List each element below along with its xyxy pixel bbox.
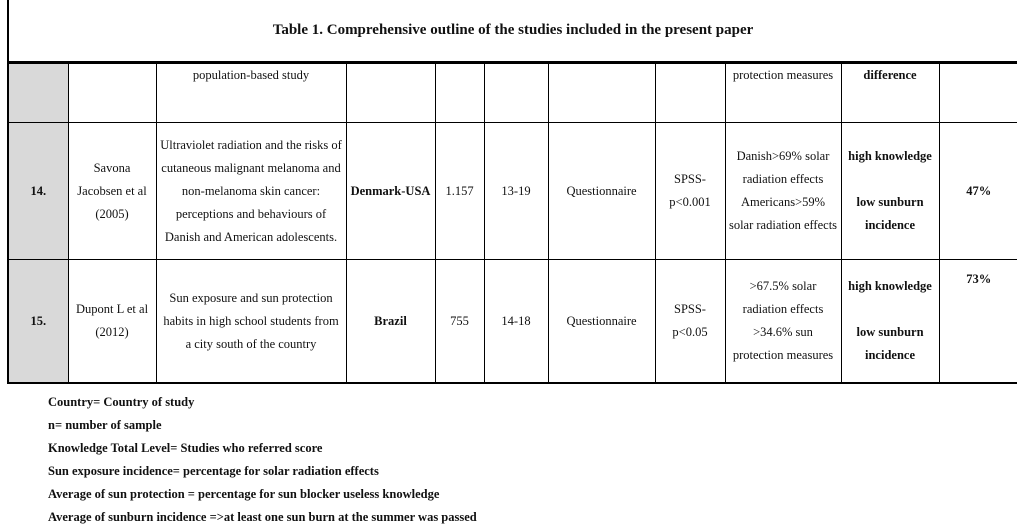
cell-country: Denmark-USA xyxy=(346,123,435,260)
cell-n: 1.157 xyxy=(435,123,484,260)
cell-percent: 47% xyxy=(939,123,1017,260)
cell-outcome: Danish>69% solar radiation effects Americans>59% solar radiation effects xyxy=(725,123,841,260)
cell-n xyxy=(435,64,484,123)
cell-title: Sun exposure and sun protection habits in high school students from a city south of the country xyxy=(156,260,346,384)
table-row xyxy=(8,260,1017,384)
cell-outcome: protection measures xyxy=(725,64,841,123)
legend-item: Average of sunburn incidence =>at least one sun burn at the summer was passed xyxy=(48,510,477,524)
table-title: Table 1. Comprehensive outline of the studies included in the present paper xyxy=(272,22,754,38)
cell-age: 13-19 xyxy=(484,123,548,260)
table-row xyxy=(8,123,1017,260)
cell-num: 14. xyxy=(8,123,68,260)
cell-result xyxy=(841,260,939,384)
table-title-box xyxy=(7,0,1017,63)
result-sunburn: low sunburn incidence xyxy=(856,325,924,362)
cell-authors: Dupont L et al (2012) xyxy=(68,260,156,384)
cell-country xyxy=(346,64,435,123)
legend-item: Knowledge Total Level= Studies who referred score xyxy=(48,441,323,455)
result-knowledge: high knowledge xyxy=(848,279,932,293)
cell-n: 755 xyxy=(435,260,484,384)
result-knowledge: high knowledge xyxy=(848,149,932,163)
cell-percent xyxy=(939,64,1017,123)
cell-num xyxy=(8,64,68,123)
cell-title: population-based study xyxy=(156,64,346,123)
cell-percent: 73% xyxy=(939,260,1017,384)
cell-method: Questionnaire xyxy=(548,123,655,260)
legend-item: Average of sun protection = percentage for sun blocker useless knowledge xyxy=(48,487,440,501)
cell-num: 15. xyxy=(8,260,68,384)
cell-age xyxy=(484,64,548,123)
legend-item: Country= Country of study xyxy=(48,395,195,409)
cell-authors: Savona Jacobsen et al (2005) xyxy=(68,123,156,260)
cell-method: Questionnaire xyxy=(548,260,655,384)
cell-result: difference xyxy=(841,64,939,123)
table-legend xyxy=(48,391,477,529)
cell-age: 14-18 xyxy=(484,260,548,384)
cell-authors xyxy=(68,64,156,123)
cell-stats: SPSS-p<0.001 xyxy=(655,123,725,260)
cell-method xyxy=(548,64,655,123)
legend-item: Sun exposure incidence= percentage for solar radiation effects xyxy=(48,464,379,478)
studies-table xyxy=(7,63,1017,384)
cell-result xyxy=(841,123,939,260)
cell-stats: SPSS-p<0.05 xyxy=(655,260,725,384)
cell-outcome: >67.5% solar radiation effects >34.6% sun protection measures xyxy=(725,260,841,384)
cell-stats xyxy=(655,64,725,123)
legend-item: n= number of sample xyxy=(48,418,162,432)
cell-title: Ultraviolet radiation and the risks of cutaneous malignant melanoma and non-melanoma skin cancer: perceptions and behaviours of Danish and American adolescents. xyxy=(156,123,346,260)
cell-country: Brazil xyxy=(346,260,435,384)
result-sunburn: low sunburn incidence xyxy=(856,195,924,232)
table-row-partial xyxy=(8,64,1017,123)
